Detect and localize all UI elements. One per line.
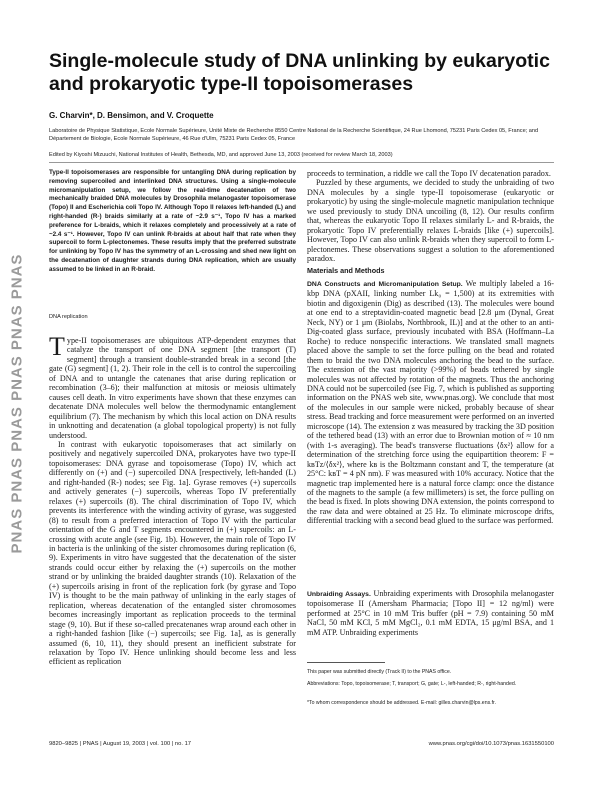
section-heading-methods: Materials and Methods — [307, 266, 385, 275]
methods-constructs-text: We multiply labeled a 16-kbp DNA (pXAII, linking number Lk₀ = 1,500) at its extremities with biotin and digoxigenin (Dig) as described (13). The molecules were bound at one end to a streptavidin-coated magnetic bead [2.8 μm (Dynal, Great Neck, NY) or 1 μm (Biolabs, Northbrook, IL)] and at the other to an anti-Dig-coated glass surface, previously incubated with BSA (Hoffmann–La Roche) to reduce nonspecific interactions. We translated small magnets placed above the sample to set the force pulling on the bead and rotated them to braid the two DNA molecules anchoring the bead to the surface. The extension of the vast majority (>99%) of beads tethered by single molecules was not affected by rotation of the magnets. Thus the anchoring DNA could not be supercoiled (see Fig. 7, which is published as supporting information on the PNAS web site, www.pnas.org). We conclude that most of the molecules in our sample were nicked, probably because of shear stress. Bead tracking and force measurement were performed on an inverted microscope (14). The extension z was measured by tracking the 3D position of the tethered bead (13) with an error due to Brownian motion of ≈ 10 nm (with 1-s averaging). The bead's transverse fluctuations ⟨δx²⟩ allow for a determination of the stretching force using the equipartition theorem: F = kʙTz/⟨δx²⟩, where kʙ is the Boltzmann constant and T, the temperature (at 25°C: kʙT = 4 pN nm). F was measured with 10% accuracy. Notice that the magnetic trap implemented here is a natural force clamp: once the distance of the magnets to the sample (a few millimeters) is set, the force pulling on the bead is fixed. In plots showing DNA extension, the points correspond to the raw data and were obtained at 25 Hz. To eliminate microscope drifts, differential tracking with a second bead glued to the surface was performed. — [307, 279, 554, 526]
intro-paragraph-1-text: ype-II topoisomerases are ubiquitous ATP-dependent enzymes that catalyze the transport of one DNA segment [the transport (T) segment] through a transient double-stranded break in a second [the gate (G) segment] (1, 2). Their role in the cell is to control the supercoiling of DNA and to untangle the catenanes that arise during replication or recombination (3–6); their malfunction at mitosis or meiosis ultimately causes cell death. In vitro experiments have shown that these enzymes can decatenate DNA molecules well below the thermodynamic entanglement equilibrium (7). The mechanism by which this local action on DNA results in unknotting and decatenation (a global topological property) is not fully understood. — [49, 336, 296, 440]
methods-constructs-section — [307, 279, 554, 526]
intro-paragraph-continued: proceeds to termination, a riddle we call the Topo IV decatenation paradox. — [307, 169, 551, 178]
intro-paragraph-2: In contrast with eukaryotic topoisomerases that act similarly on positively and negatively supercoiled DNA, prokaryotes have two type-II topoisomerases: DNA gyrase and topoisomerase (Topo) IV, which act differently on (+) and (−) supercoiled DNA [respectively, left-handed (L) and right-handed (R-) nodes; see Fig. 1a]. Gyrase removes (+) supercoils and actively generates (−) supercoils, whereas Topo IV preferentially relaxes (+) supercoils (8). The chiral discrimination of Topo IV, which prevents its interference with the winding activity of gyrase, was suggested (8) to result from a preferred interaction of Topo IV with the particular orientation of the G and T segments encountered in (+) supercoils: an L-crossing with acute angle (see Fig. 1b). However, the main role of Topo IV in bacteria is the unlinking of the sister chromosomes during replication (6, 9). Experiments in vitro have suggested that the decatenation of the sister strands could occur either by relaxing the (+) supercoils on the mother strand or by unlinking the braided daughter strands (10). Relaxation of the (+) supercoils arising in front of the replication fork (by gyrase and Topo IV) is thought to be the main pathway of unlinking in the early stages of replication, whereas decatenation of the entangled sister chromosomes becomes increasingly important as replication proceeds to the terminal stage (9, 10). But if these so-called precatenanes wrap around each other in a right-handed fashion [like (−) supercoils; see Fig. 1a], as is generally assumed (6, 10, 11), they should present an inefficient substrate for relaxation by Topo IV. Hence unlinking should become less and less efficient as replication — [49, 439, 296, 667]
footnote-abbreviations: Abbreviations: Topo, topoisomerase; T, transport; G, gate; L-, left-handed; R-, right-handed. — [307, 681, 517, 687]
unbraiding-assays-section — [307, 589, 554, 637]
intro-paragraph-3: Puzzled by these arguments, we decided to study the unbraiding of two DNA molecules by a single type-II topoisomerase (eukaryotic or prokaryotic) by using the single-molecule magnetic manipulation technique we used previously to study DNA uncoiling (8, 12). Our results confirm that, whereas the eukaryotic Topo II relaxes similarly L- and R-braids, the prokaryotic Topo IV preferentially relaxes L-braids [like (+) supercoils]. However, Topo IV can also unlink R-braids when they supercoil to form L-plectonemes. These observations suggest a solution to the aforementioned paradox. — [307, 178, 554, 264]
unbraiding-assays-paragraph — [307, 589, 554, 637]
footer-doi: www.pnas.org/cgi/doi/10.1073/pnas.1631550100 — [428, 741, 554, 747]
runin-heading-unbraiding: Unbraiding Assays. — [307, 591, 371, 598]
paper-title: Single-molecule study of DNA unlinking by eukaryotic and prokaryotic type-II topoisomerases — [49, 50, 550, 95]
unbraiding-assays-text: Unbraiding experiments with Drosophila melanogaster topoisomerase II (Amersham Pharmacia; [Topo II] = 12 ng/ml) were performed at 25°C in 10 mM Tris buffer (pH = 7.9) containing 50 mM NaCl, 50 mM KCl, 5 mM MgCl₂, 0.1 mM EDTA, 15 μg/ml BSA, and 1 mM ATP. Unbraiding experiments — [307, 589, 554, 637]
runin-heading-constructs: DNA Constructs and Micromanipulation Setup. — [307, 281, 463, 288]
body-column-left — [49, 332, 296, 667]
affiliations: Laboratoire de Physique Statistique, Ecole Normale Supérieure, Unité Mixte de Recherche 8550 Centre National de la Recherche Scientifique, 24 Rue Lhomond, 75231 Paris Cedex 05, France; and Département de Biologie, Ecole Normale Supérieure, 46 Rue d'Ulm, 75231 Paris Cedex 05, France — [49, 128, 539, 142]
footnote-divider — [307, 662, 385, 663]
pnas-sidebar-text: PNAS PNAS PNAS PNAS PNAS PNAS — [8, 253, 26, 554]
intro-paragraph-1 — [49, 332, 296, 440]
author-list: G. Charvin*, D. Bensimon, and V. Croquette — [49, 111, 214, 120]
pnas-sidebar-band — [0, 0, 26, 785]
abstract: Type-II topoisomerases are responsible for untangling DNA during replication by removing supercoiled and interlinked DNA structures. Using a single-molecule micromanipulation setup, we follow the real-time decatenation of two mechanically braided DNA molecules by Drosophila melanogaster topoisomerase (Topo) II and Escherichia coli Topo IV. Although Topo II relaxes left-handed (L) and right-handed (R-) braids similarly at a rate of ~2.9 s⁻¹, Topo IV has a marked preference for L-braids, which it relaxes completely and processively at a rate of ~2.4 s⁻¹. However, Topo IV can unlink R-braids at about half that rate when they supercoil to form L-plectonemes. These results imply that the preferred substrate for unlinking by Topo IV has the symmetry of an L-crossing and shed new light on the decatenation of daughter strands during DNA replication, which are usually assumed to be linked in an R-braid. — [49, 169, 296, 273]
footnote-correspondence: *To whom correspondence should be addressed. E-mail: gilles.charvin@lps.ens.fr. — [307, 700, 496, 706]
body-column-right-intro — [307, 169, 554, 264]
methods-constructs-paragraph — [307, 279, 554, 526]
edited-by-line: Edited by Kiyoshi Mizuuchi, National Institutes of Health, Bethesda, MD, and approved June 13, 2003 (received for review March 18, 2003) — [49, 152, 393, 158]
drop-cap: T — [49, 332, 65, 361]
footnote-submission: This paper was submitted directly (Track II) to the PNAS office. — [307, 669, 452, 675]
footer-citation: 9820–9825 | PNAS | August 19, 2003 | vol. 100 | no. 17 — [49, 741, 192, 747]
pnas-sidebar-watermark — [2, 253, 26, 565]
keyword: DNA replication — [49, 314, 88, 320]
header-divider — [49, 162, 554, 163]
